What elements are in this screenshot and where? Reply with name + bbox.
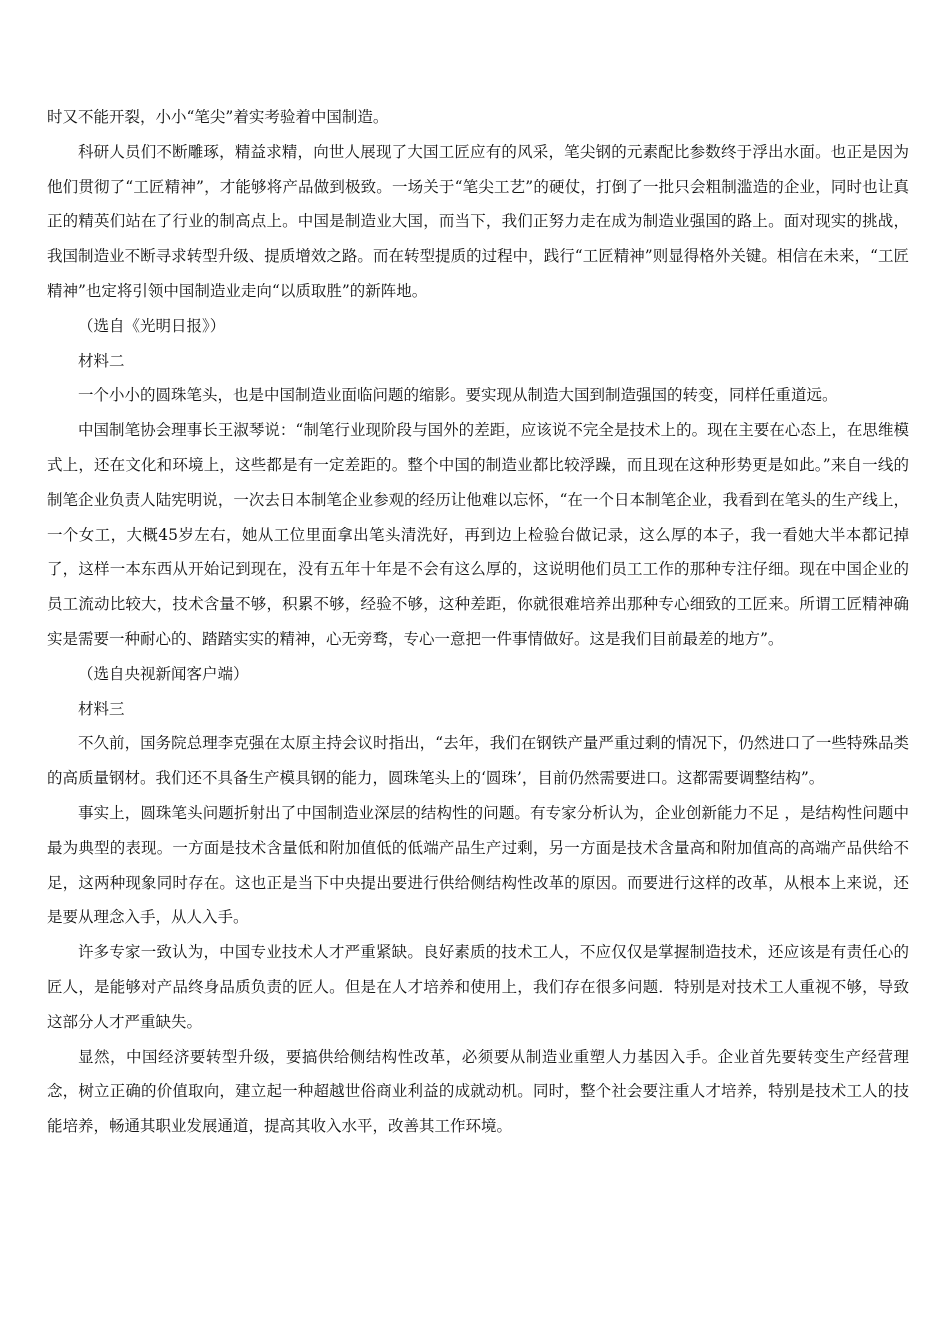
source-guangming-daily: （选自《光明日报》） [78, 316, 226, 335]
paragraph-structural-problem: 事实上，圆珠笔头问题折射出了中国制造业深层的结构性的问题。有专家分析认为，企业创新能力不足 ，是结构性问题中最为典型的表现。一方面是技术含量低和附加值低的低端产品生产过剩，另一方面是技术含量高和附加值高的高端产品供给不足，这两种现象同时存在。这也正是当下中央提出要进行供给侧结构性改革的原因。而要进行这样的改革，从根本上来说，还是要从理念入手，从人入手。 [47, 803, 909, 927]
paragraph-pen-tip-epitome: 一个小小的圆珠笔头，也是中国制造业面临问题的缩影。要实现从制造大国到制造强国的转变，同样任重道远。 [78, 386, 838, 405]
document-body [47, 100, 909, 1144]
material-three-heading: 材料三 [78, 699, 125, 718]
paragraph-interview: 中国制笔协会理事长王淑琴说：“制笔行业现阶段与国外的差距，应该说不完全是技术上的。现在主要在心态上，在思维模式上，还在文化和环境上，这些都是有一定差距的。整个中国的制造业都比较浮躁，而且现在这种形势更是如此。”来自一线的制笔企业负责人陆宪明说，一次去日本制笔企业参观的经历让他难以忘怀，“在一个日本制笔企业，我看到在笔头的生产线上，一个女工，大概45岁左右，她从工位里面拿出笔头清洗好，再到边上检验台做记录，这么厚的本子，我一看她大半本都记掉了，这样一本东西从开始记到现在，没有五年十年是不会有这么厚的，这说明他们员工工作的那种专注仔细。现在中国企业的员工流动比较大，技术含量不够，积累不够，经验不够，这种差距，你就很难培养出那种专心细致的工匠来。所谓工匠精神确实是需要一种耐心的、踏踏实实的精神，心无旁骛，专心一意把一件事情做好。这是我们目前最差的地方”。 [47, 421, 909, 648]
paragraph-intro-continuation: 时又不能开裂，小小“笔尖”着实考验着中国制造。 [47, 108, 389, 126]
source-cctv-news: （选自央视新闻客户端） [78, 664, 249, 683]
paragraph-craftsman-spirit: 科研人员们不断雕琢，精益求精，向世人展现了大国工匠应有的风采，笔尖钢的元素配比参数终于浮出水面。也正是因为他们贯彻了“工匠精神”，才能够将产品做到极致。一场关于“笔尖工艺”的硬仗，打倒了一批只会粗制滥造的企业，同时也让真正的精英们站在了行业的制高点上。中国是制造业大国，而当下，我们正努力走在成为制造业强国的路上。面对现实的挑战，我国制造业不断寻求转型升级、提质增效之路。而在转型提质的过程中，践行“工匠精神”则显得格外关键。相信在未来，“工匠精神”也定将引领中国制造业走向“以质取胜”的新阵地。 [47, 142, 909, 300]
paragraph-transformation: 显然，中国经济要转型升级，要搞供给侧结构性改革，必须要从制造业重塑人力基因入手。企业首先要转变生产经营理念，树立正确的价值取向，建立起一种超越世俗商业利益的成就动机。同时，整个社会要注重人才培养，特别是技术工人的技能培养，畅通其职业发展通道，提高其收入水平，改善其工作环境。 [47, 1047, 909, 1136]
paragraph-talent-shortage: 许多专家一致认为，中国专业技术人才严重紧缺。良好素质的技术工人，不应仅仅是掌握制造技术，还应该是有责任心的匠人，是能够对产品终身品质负责的匠人。但是在人才培养和使用上，我们存在很多问题．特别是对技术工人重视不够，导致这部分人才严重缺失。 [47, 943, 909, 1031]
paragraph-premier-remarks: 不久前，国务院总理李克强在太原主持会议时指出，“去年，我们在钢铁产量严重过剩的情况下，仍然进口了一些特殊品类的高质量钢材。我们还不具备生产模具钢的能力，圆珠笔头上的‘圆珠’，目前仍然需要进口。这都需要调整结构”。 [47, 734, 909, 788]
material-two-heading: 材料二 [78, 351, 125, 370]
